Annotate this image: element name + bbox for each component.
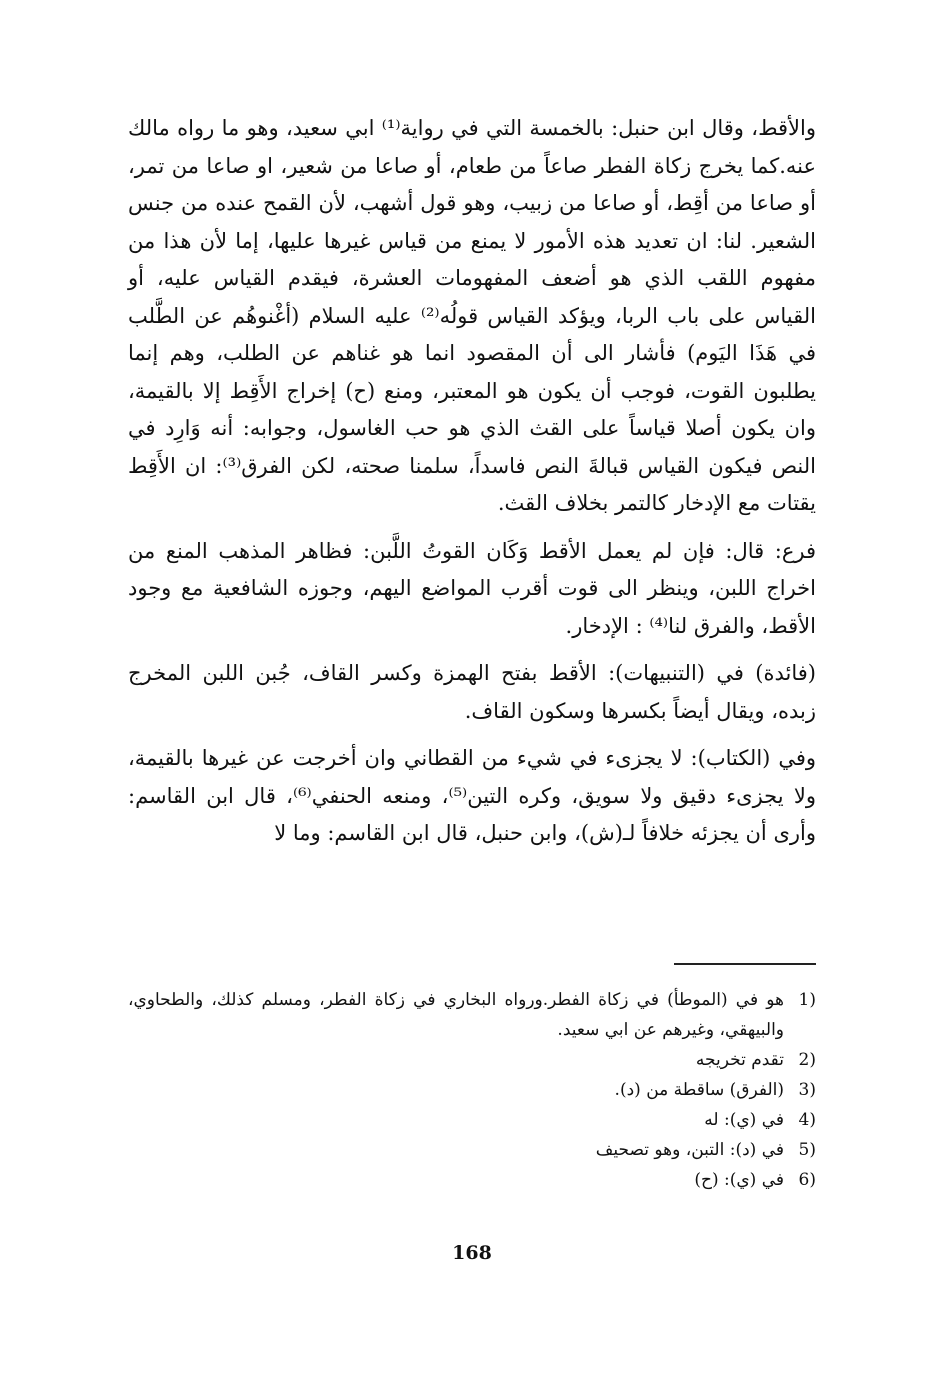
footnote-text: هو في (الموطأ) في زكاة الفطر.ورواه البخاري في زكاة الفطر، ومسلم كذلك، والطحاوي، والبيهقي، وغيرهم عن ابي سعيد. bbox=[128, 990, 784, 1040]
footnote-text: في (ي): له bbox=[704, 1110, 784, 1130]
page-number: 168 bbox=[452, 1242, 492, 1264]
paragraph-2: فرع: قال: فإن لم يعمل الأقط وَكَان القوتُ اللَّبن: فظاهر المذهب المنع من اخراج اللبن، وينظر الى قوت أقرب المواضع اليهم، وجوزه الشافعية مع وجود الأقط، والفرق لنا⁽⁴⁾ : الإدخار. bbox=[128, 538, 816, 638]
footnote-number: 3) bbox=[798, 1080, 816, 1100]
footnote-divider bbox=[674, 963, 816, 965]
footnote-1 bbox=[128, 985, 816, 1045]
footnote-3 bbox=[128, 1075, 816, 1105]
footnote-number: 4) bbox=[798, 1110, 816, 1130]
footnote-text: تقدم تخريجه bbox=[695, 1050, 784, 1070]
footnote-number: 2) bbox=[798, 1050, 816, 1070]
main-text bbox=[128, 110, 816, 853]
footnote-number: 1) bbox=[798, 990, 816, 1010]
footnote-6 bbox=[128, 1165, 816, 1195]
footnote-2 bbox=[128, 1045, 816, 1075]
footnote-number: 5) bbox=[798, 1140, 816, 1160]
footnotes bbox=[128, 985, 816, 1195]
paragraph-1: والأقط، وقال ابن حنبل: بالخمسة التي في رواية⁽¹⁾ ابي سعيد، وهو ما رواه مالك عنه.كما يخرج زكاة الفطر صاعاً من طعام، أو صاعا من شعير، او صاعا من تمر، أو صاعا من أقِط، أو صاعا من زبيب، وهو قول أشهب، لأن القمح عنده من جنس الشعير. لنا: ان تعديد هذه الأمور لا يمنع من قياس غيرها عليها، إما لأن هذا من مفهوم اللقب الذي هو أضعف المفهومات العشرة، فيقدم القياس عليه، أو القياس على باب الربا، ويؤكد القياس قولُه⁽²⁾ عليه السلام (أغْنوهُم عن الطَّلب في هَذَا اليَوم) فأشار الى أن المقصود انما هو غناهم عن الطلب، وهم إنما يطلبون القوت، فوجب أن يكون هو المعتبر، ومنع (ح) إخراج الأَقِط إلا بالقيمة، وان يكون أصلا قياساً على القث الذي هو حب الغاسول، وجوابه: أنه وَارِد في النص فيكون القياس قبالةَ النص فاسداً، سلمنا صحته، لكن الفرق⁽³⁾: ان الأَقِط يقتات مع الإدخار كالتمر بخلاف القث. bbox=[128, 116, 816, 515]
footnote-text: (الفرق) ساقطة من (د). bbox=[614, 1080, 784, 1100]
footnote-5 bbox=[128, 1135, 816, 1165]
footnote-number: 6) bbox=[798, 1170, 816, 1190]
book-page bbox=[128, 100, 816, 1280]
footnote-text: في (د): التبن، وهو تصحيف bbox=[595, 1140, 784, 1160]
paragraph-4: وفي (الكتاب): لا يجزىء في شيء من القطاني وان أخرجت عن غيرها بالقيمة، ولا يجزىء دقيق ولا سويق، وكره التين⁽⁵⁾، ومنعه الحنفي⁽⁶⁾، قال ابن القاسم: وأرى أن يجزئه خلافاً لـ(ش)، وابن حنبل، قال ابن القاسم: وما لا bbox=[128, 746, 817, 845]
paragraph-3: (فائدة) في (التنبيهات): الأقط بفتح الهمزة وكسر القاف، جُبن اللبن المخرج زبده، ويقال أيضاً بكسرها وسكون القاف. bbox=[128, 661, 816, 723]
footnote-4 bbox=[128, 1105, 816, 1135]
footnote-text: في (ي): (ح) bbox=[694, 1170, 784, 1190]
